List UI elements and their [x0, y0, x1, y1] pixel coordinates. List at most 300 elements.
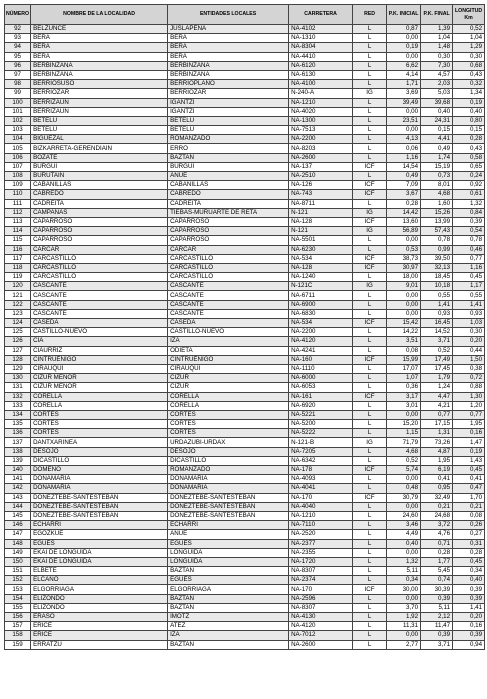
table-row	[5, 374, 485, 383]
cell-longitud: 1,30	[453, 392, 485, 401]
cell-longitud: 0,54	[453, 227, 485, 236]
cell-numero: 157	[5, 622, 31, 631]
cell-pk-inicial: 0,00	[387, 410, 421, 419]
cell-red: L	[353, 273, 387, 282]
cell-red: L	[353, 447, 387, 456]
cell-red: L	[353, 328, 387, 337]
cell-carretera: NA-5222	[289, 429, 353, 438]
cell-red: ICF	[353, 181, 387, 190]
cell-carretera: NA-6830	[289, 309, 353, 318]
cell-localidad: CASCANTE	[31, 282, 168, 291]
cell-numero: 105	[5, 144, 31, 153]
cell-localidad: BERA	[31, 34, 168, 43]
cell-numero: 130	[5, 374, 31, 383]
table-row	[5, 153, 485, 162]
cell-carretera: NA-1310	[289, 34, 353, 43]
table-row	[5, 116, 485, 125]
cell-carretera: NA-4040	[289, 502, 353, 511]
cell-longitud: 0,92	[453, 181, 485, 190]
cell-longitud: 0,93	[453, 309, 485, 318]
cell-longitud: 0,77	[453, 254, 485, 263]
cell-pk-final: 4,47	[421, 392, 453, 401]
cell-pk-final: 15,19	[421, 162, 453, 171]
cell-longitud: 1,34	[453, 89, 485, 98]
cell-entidades: CASCANTE	[168, 282, 289, 291]
table-row	[5, 236, 485, 245]
cell-pk-final: 24,68	[421, 511, 453, 520]
cell-pk-final: 17,45	[421, 364, 453, 373]
table-row	[5, 502, 485, 511]
cell-pk-inicial: 3,69	[387, 89, 421, 98]
cell-longitud: 0,43	[453, 144, 485, 153]
cell-red: L	[353, 126, 387, 135]
cell-entidades: CASCANTE	[168, 300, 289, 309]
cell-localidad: DESOJO	[31, 447, 168, 456]
cell-carretera: N-121	[289, 227, 353, 236]
cell-red: L	[353, 144, 387, 153]
cell-pk-inicial: 4,13	[387, 135, 421, 144]
cell-numero: 153	[5, 585, 31, 594]
cell-red: L	[353, 484, 387, 493]
header-entidades: ENTIDADES LOCALES	[168, 5, 289, 25]
cell-carretera: NA-4020	[289, 107, 353, 116]
cell-pk-final: 5,11	[421, 603, 453, 612]
cell-numero: 149	[5, 548, 31, 557]
cell-numero: 98	[5, 80, 31, 89]
cell-pk-final: 0,71	[421, 539, 453, 548]
cell-red: L	[353, 521, 387, 530]
cell-pk-inicial: 3,67	[387, 190, 421, 199]
cell-carretera: NA-6342	[289, 456, 353, 465]
cell-entidades: BAZTAN	[168, 603, 289, 612]
cell-pk-inicial: 1,71	[387, 80, 421, 89]
cell-pk-inicial: 18,00	[387, 273, 421, 282]
cell-red: ICF	[353, 263, 387, 272]
table-row	[5, 135, 485, 144]
cell-pk-inicial: 23,51	[387, 116, 421, 125]
cell-numero: 146	[5, 521, 31, 530]
cell-pk-final: 1,04	[421, 34, 453, 43]
cell-localidad: DICASTILLO	[31, 456, 168, 465]
cell-localidad: CARCASTILLO	[31, 254, 168, 263]
cell-localidad: BOZATE	[31, 153, 168, 162]
cell-red: L	[353, 34, 387, 43]
table-row	[5, 282, 485, 291]
cell-red: L	[353, 502, 387, 511]
cell-pk-inicial: 4,68	[387, 447, 421, 456]
table-row	[5, 447, 485, 456]
cell-carretera: NA-2377	[289, 539, 353, 548]
cell-red: L	[353, 640, 387, 649]
table-row	[5, 493, 485, 502]
cell-longitud: 0,39	[453, 217, 485, 226]
cell-red: L	[353, 374, 387, 383]
cell-localidad: BERRIZAUN	[31, 107, 168, 116]
cell-longitud: 0,44	[453, 346, 485, 355]
cell-red: ICF	[353, 217, 387, 226]
cell-localidad: CÍA	[31, 337, 168, 346]
cell-longitud: 0,31	[453, 539, 485, 548]
cell-numero: 120	[5, 282, 31, 291]
cell-carretera: NA-2596	[289, 594, 353, 603]
cell-pk-inicial: 0,06	[387, 144, 421, 153]
cell-carretera: NA-178	[289, 466, 353, 475]
cell-entidades: ECHARRI	[168, 521, 289, 530]
road-table-page	[4, 4, 485, 650]
cell-carretera: NA-2200	[289, 135, 353, 144]
cell-pk-final: 32,49	[421, 493, 453, 502]
table-row	[5, 355, 485, 364]
cell-pk-inicial: 39,49	[387, 98, 421, 107]
cell-pk-inicial: 24,60	[387, 511, 421, 520]
table-row	[5, 557, 485, 566]
cell-pk-inicial: 2,77	[387, 640, 421, 649]
cell-pk-final: 0,49	[421, 144, 453, 153]
cell-carretera: NA-534	[289, 319, 353, 328]
cell-pk-final: 4,21	[421, 401, 453, 410]
cell-numero: 93	[5, 34, 31, 43]
cell-numero: 111	[5, 199, 31, 208]
cell-red: L	[353, 456, 387, 465]
cell-entidades: CORELLA	[168, 401, 289, 410]
cell-entidades: LÓNGUIDA	[168, 557, 289, 566]
cell-numero: 142	[5, 484, 31, 493]
cell-numero: 147	[5, 530, 31, 539]
cell-longitud: 0,20	[453, 613, 485, 622]
cell-red: L	[353, 236, 387, 245]
cell-carretera: NA-4410	[289, 52, 353, 61]
cell-numero: 106	[5, 153, 31, 162]
cell-red: IG	[353, 282, 387, 291]
cell-localidad: DONEZTEBE-SANTESTEBAN	[31, 493, 168, 502]
cell-carretera: NA-128	[289, 217, 353, 226]
cell-pk-final: 11,47	[421, 622, 453, 631]
cell-pk-final: 14,52	[421, 328, 453, 337]
cell-localidad: CASCANTE	[31, 309, 168, 318]
cell-pk-inicial: 0,53	[387, 245, 421, 254]
cell-red: L	[353, 420, 387, 429]
cell-longitud: 0,26	[453, 521, 485, 530]
cell-entidades: ELGORRIAGA	[168, 585, 289, 594]
table-row	[5, 181, 485, 190]
cell-pk-final: 3,72	[421, 521, 453, 530]
cell-localidad: ELCANO	[31, 576, 168, 585]
cell-pk-final: 1,60	[421, 199, 453, 208]
cell-localidad: BERRIOZAR	[31, 89, 168, 98]
cell-longitud: 1,70	[453, 493, 485, 502]
cell-entidades: LÓNGUIDA	[168, 548, 289, 557]
table-row	[5, 245, 485, 254]
cell-pk-inicial: 9,01	[387, 282, 421, 291]
cell-carretera: NA-128	[289, 263, 353, 272]
cell-numero: 135	[5, 420, 31, 429]
cell-red: L	[353, 530, 387, 539]
cell-longitud: 0,72	[453, 374, 485, 383]
table-row	[5, 410, 485, 419]
cell-carretera: NA-6053	[289, 383, 353, 392]
cell-localidad: CASCANTE	[31, 291, 168, 300]
cell-pk-final: 4,68	[421, 190, 453, 199]
cell-pk-final: 10,18	[421, 282, 453, 291]
cell-carretera: NA-4120	[289, 622, 353, 631]
cell-localidad: BURUTAIN	[31, 172, 168, 181]
table-row	[5, 25, 485, 34]
cell-pk-final: 0,30	[421, 52, 453, 61]
cell-longitud: 0,30	[453, 52, 485, 61]
cell-localidad: CORELLA	[31, 401, 168, 410]
cell-pk-inicial: 0,36	[387, 383, 421, 392]
cell-carretera: NA-137	[289, 162, 353, 171]
cell-pk-final: 6,19	[421, 466, 453, 475]
table-row	[5, 456, 485, 465]
cell-pk-inicial: 0,00	[387, 300, 421, 309]
cell-localidad: BIZKARRETA-GERENDIAIN	[31, 144, 168, 153]
cell-numero: 117	[5, 254, 31, 263]
cell-red: ICF	[353, 466, 387, 475]
cell-pk-final: 0,93	[421, 309, 453, 318]
cell-red: L	[353, 98, 387, 107]
cell-pk-final: 0,95	[421, 484, 453, 493]
cell-pk-final: 17,49	[421, 355, 453, 364]
cell-pk-final: 30,39	[421, 585, 453, 594]
cell-carretera: NA-8307	[289, 603, 353, 612]
table-row	[5, 346, 485, 355]
cell-numero: 116	[5, 245, 31, 254]
table-row	[5, 392, 485, 401]
cell-pk-inicial: 15,42	[387, 319, 421, 328]
cell-localidad: EKAI DE LÓNGUIDA	[31, 548, 168, 557]
cell-entidades: CORELLA	[168, 392, 289, 401]
cell-red: L	[353, 548, 387, 557]
table-row	[5, 52, 485, 61]
cell-pk-final: 2,03	[421, 80, 453, 89]
cell-pk-inicial: 3,70	[387, 603, 421, 612]
cell-localidad: DONAMARIA	[31, 475, 168, 484]
cell-entidades: JUSLAPEÑA	[168, 25, 289, 34]
cell-pk-final: 1,41	[421, 300, 453, 309]
cell-entidades: ERRO	[168, 144, 289, 153]
table-row	[5, 291, 485, 300]
table-row	[5, 548, 485, 557]
cell-carretera: NA-170	[289, 585, 353, 594]
cell-localidad: CIZUR MENOR	[31, 374, 168, 383]
cell-carretera: NA-7513	[289, 126, 353, 135]
cell-localidad: EGOZKUE	[31, 530, 168, 539]
cell-longitud: 0,19	[453, 98, 485, 107]
cell-pk-inicial: 0,00	[387, 631, 421, 640]
cell-entidades: DONEZTEBE-SANTESTEBAN	[168, 511, 289, 520]
cell-localidad: BERA	[31, 43, 168, 52]
cell-longitud: 0,41	[453, 475, 485, 484]
cell-numero: 113	[5, 217, 31, 226]
cell-carretera: NA-6920	[289, 401, 353, 410]
cell-entidades: CARCASTILLO	[168, 263, 289, 272]
cell-numero: 124	[5, 319, 31, 328]
cell-numero: 136	[5, 429, 31, 438]
cell-pk-final: 3,71	[421, 640, 453, 649]
cell-localidad: ERICE	[31, 622, 168, 631]
cell-red: L	[353, 364, 387, 373]
cell-numero: 109	[5, 181, 31, 190]
cell-numero: 133	[5, 401, 31, 410]
table-row	[5, 80, 485, 89]
cell-pk-final: 16,45	[421, 319, 453, 328]
cell-pk-final: 8,01	[421, 181, 453, 190]
cell-red: ICF	[353, 162, 387, 171]
cell-entidades: BETELU	[168, 116, 289, 125]
cell-longitud: 0,88	[453, 383, 485, 392]
cell-numero: 121	[5, 291, 31, 300]
cell-carretera: NA-6120	[289, 61, 353, 70]
cell-localidad: DONEZTEBE-SANTESTEBAN	[31, 511, 168, 520]
cell-carretera: NA-5501	[289, 236, 353, 245]
table-row	[5, 61, 485, 70]
cell-entidades: BERA	[168, 52, 289, 61]
table-row	[5, 126, 485, 135]
table-row	[5, 273, 485, 282]
cell-numero: 137	[5, 438, 31, 447]
cell-pk-final: 1,77	[421, 557, 453, 566]
cell-pk-final: 15,26	[421, 208, 453, 217]
cell-numero: 119	[5, 273, 31, 282]
cell-numero: 140	[5, 466, 31, 475]
cell-numero: 141	[5, 475, 31, 484]
cell-localidad: CIÁURRIZ	[31, 346, 168, 355]
table-row	[5, 217, 485, 226]
table-row	[5, 383, 485, 392]
cell-pk-final: 1,48	[421, 43, 453, 52]
cell-pk-inicial: 11,31	[387, 622, 421, 631]
cell-longitud: 0,38	[453, 364, 485, 373]
cell-localidad: ERICE	[31, 631, 168, 640]
cell-entidades: CÁRCAR	[168, 245, 289, 254]
cell-pk-inicial: 3,46	[387, 521, 421, 530]
cell-numero: 138	[5, 447, 31, 456]
cell-red: L	[353, 116, 387, 125]
table-row	[5, 521, 485, 530]
cell-entidades: BAZTAN	[168, 594, 289, 603]
cell-carretera: NA-534	[289, 254, 353, 263]
cell-pk-inicial: 14,42	[387, 208, 421, 217]
cell-entidades: ANUE	[168, 172, 289, 181]
cell-pk-inicial: 1,16	[387, 153, 421, 162]
cell-numero: 152	[5, 576, 31, 585]
cell-entidades: EGUÉS	[168, 539, 289, 548]
table-row	[5, 70, 485, 79]
cell-pk-inicial: 0,08	[387, 346, 421, 355]
table-row	[5, 576, 485, 585]
cell-numero: 110	[5, 190, 31, 199]
cell-pk-inicial: 3,51	[387, 337, 421, 346]
cell-numero: 104	[5, 135, 31, 144]
cell-carretera: NA-2510	[289, 172, 353, 181]
cell-localidad: DONAMARIA	[31, 484, 168, 493]
cell-carretera: NA-6711	[289, 291, 353, 300]
cell-entidades: ROMANZADO	[168, 135, 289, 144]
cell-longitud: 0,46	[453, 245, 485, 254]
cell-entidades: ROMANZADO	[168, 466, 289, 475]
cell-numero: 154	[5, 594, 31, 603]
cell-numero: 100	[5, 98, 31, 107]
cell-entidades: TIEBAS-MURUARTE DE RETA	[168, 208, 289, 217]
cell-entidades: DESOJO	[168, 447, 289, 456]
header-pk-inicial: P.K. INICIAL	[387, 5, 421, 25]
cell-carretera: NA-6130	[289, 70, 353, 79]
cell-carretera: N-240-A	[289, 89, 353, 98]
table-row	[5, 594, 485, 603]
cell-pk-final: 1,31	[421, 429, 453, 438]
cell-localidad: ELIZONDO	[31, 594, 168, 603]
cell-pk-inicial: 17,07	[387, 364, 421, 373]
cell-carretera: NA-4100	[289, 80, 353, 89]
cell-numero: 97	[5, 70, 31, 79]
cell-longitud: 1,20	[453, 401, 485, 410]
header-numero: NÚMERO	[5, 5, 31, 25]
cell-numero: 99	[5, 89, 31, 98]
cell-carretera: NA-7110	[289, 521, 353, 530]
cell-pk-final: 0,41	[421, 475, 453, 484]
cell-localidad: CAMPANAS	[31, 208, 168, 217]
table-row	[5, 530, 485, 539]
cell-longitud: 0,77	[453, 410, 485, 419]
cell-red: L	[353, 309, 387, 318]
table-row	[5, 585, 485, 594]
cell-localidad: CADREITA	[31, 199, 168, 208]
cell-localidad: CARCASTILLO	[31, 263, 168, 272]
cell-entidades: CASTILLO-NUEVO	[168, 328, 289, 337]
cell-red: L	[353, 300, 387, 309]
cell-red: L	[353, 567, 387, 576]
cell-pk-final: 0,99	[421, 245, 453, 254]
cell-numero: 127	[5, 346, 31, 355]
cell-longitud: 0,39	[453, 594, 485, 603]
cell-pk-final: 73,26	[421, 438, 453, 447]
cell-localidad: BURGUI	[31, 162, 168, 171]
cell-entidades: CABANILLAS	[168, 181, 289, 190]
cell-red: L	[353, 594, 387, 603]
cell-localidad: BIGÜEZAL	[31, 135, 168, 144]
cell-red: L	[353, 153, 387, 162]
cell-numero: 95	[5, 52, 31, 61]
cell-longitud: 1,95	[453, 420, 485, 429]
cell-pk-inicial: 30,00	[387, 585, 421, 594]
cell-longitud: 0,39	[453, 585, 485, 594]
cell-entidades: BETELU	[168, 126, 289, 135]
cell-red: L	[353, 631, 387, 640]
cell-carretera: NA-4093	[289, 475, 353, 484]
cell-longitud: 0,27	[453, 530, 485, 539]
table-row	[5, 420, 485, 429]
cell-pk-inicial: 0,00	[387, 548, 421, 557]
cell-numero: 94	[5, 43, 31, 52]
cell-numero: 114	[5, 227, 31, 236]
cell-red: L	[353, 429, 387, 438]
cell-entidades: ATEZ	[168, 622, 289, 631]
cell-numero: 107	[5, 162, 31, 171]
cell-numero: 101	[5, 107, 31, 116]
table-row	[5, 631, 485, 640]
cell-carretera: NA-4130	[289, 613, 353, 622]
cell-pk-inicial: 0,28	[387, 199, 421, 208]
cell-localidad: CAPARROSO	[31, 217, 168, 226]
cell-pk-final: 0,74	[421, 576, 453, 585]
cell-localidad: ELGORRIAGA	[31, 585, 168, 594]
cell-numero: 151	[5, 567, 31, 576]
cell-red: ICF	[353, 355, 387, 364]
cell-pk-inicial: 0,87	[387, 25, 421, 34]
cell-carretera: N-121C	[289, 282, 353, 291]
cell-pk-inicial: 0,48	[387, 484, 421, 493]
